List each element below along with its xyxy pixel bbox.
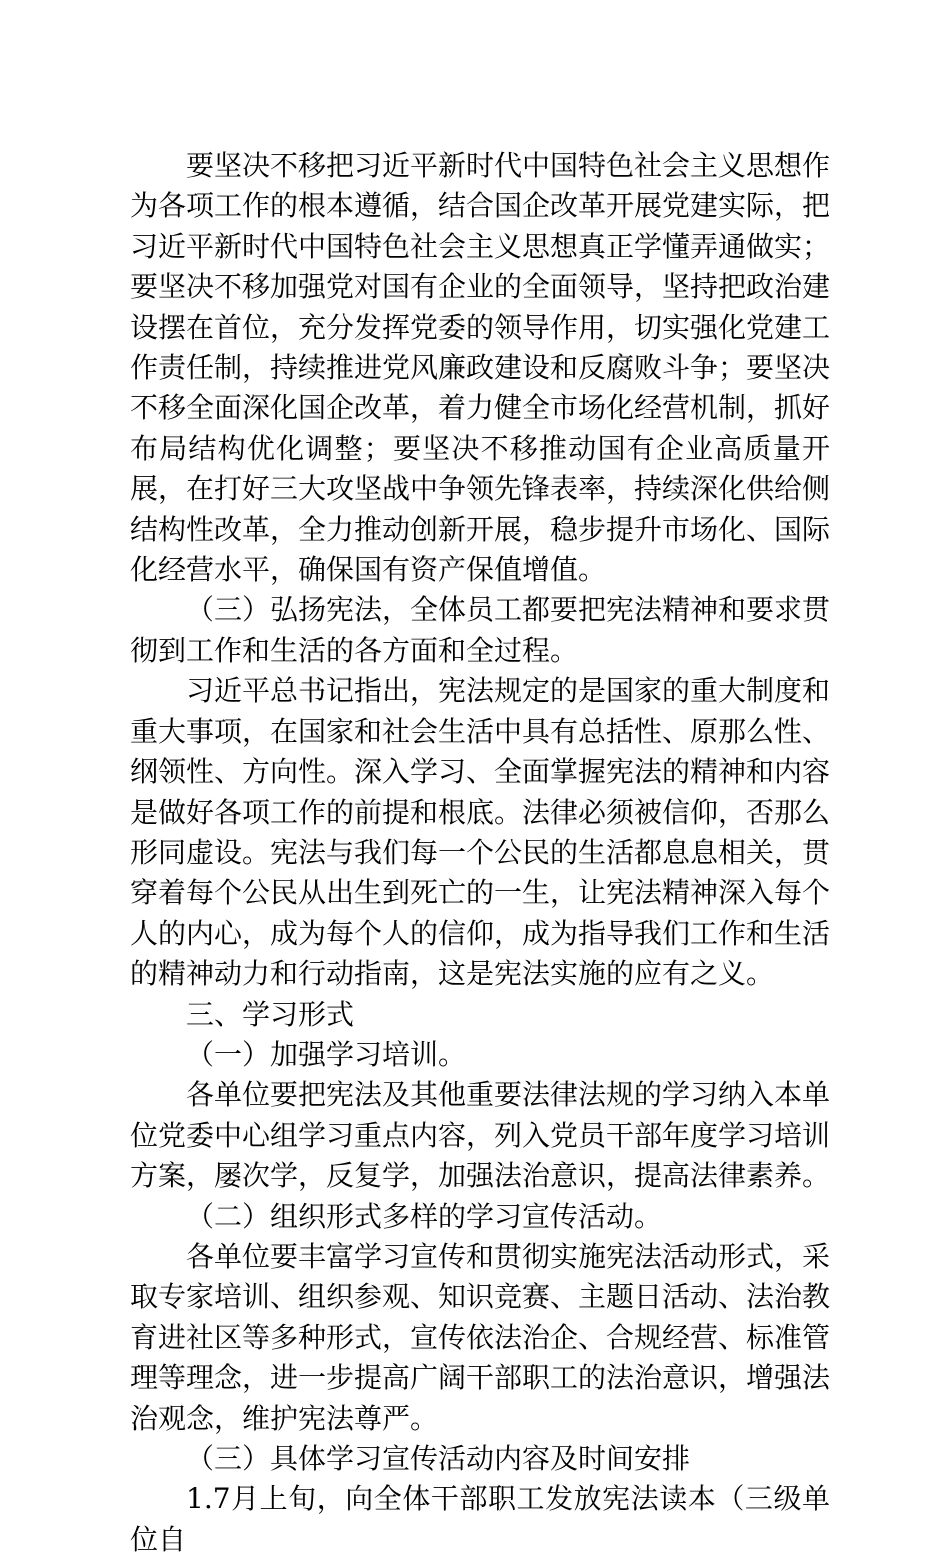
paragraph-constitution-importance: 习近平总书记指出，宪法规定的是国家的重大制度和重大事项，在国家和社会生活中具有总括性、原那么性、纲领性、方向性。深入学习、全面掌握宪法的精神和内容是做好各项工作的前提和根底。法律必须被信仰，否那么形同虚设。宪法与我们每一个公民的生活都息息相关，贯穿着每个公民从出生到死亡的一生，让宪法精神深入每个人的内心，成为每个人的信仰，成为指导我们工作和生活的精神动力和行动指南，这是宪法实施的应有之义。 xyxy=(130,674,831,991)
subheading-strengthen-training: （一）加强学习培训。 xyxy=(186,1037,467,1071)
paragraph-activity-forms: 各单位要丰富学习宣传和贯彻实施宪法活动形式，采取专家培训、组织参观、知识竞赛、主题日活动、法治教育进社区等多种形式，宣传依法治企、合规经营、标准管理等理念，进一步提高广阔干部职工的法治意识，增强法治观念，维护宪法尊严。 xyxy=(130,1239,831,1435)
paragraph-training-content: 各单位要把宪法及其他重要法律法规的学习纳入本单位党委中心组学习重点内容，列入党员干部年度学习培训方案，屡次学，反复学，加强法治意识，提高法律素养。 xyxy=(130,1078,831,1193)
paragraph-promote-constitution: （三）弘扬宪法，全体员工都要把宪法精神和要求贯彻到工作和生活的各方面和全过程。 xyxy=(130,593,831,667)
section-heading-study-forms: 三、学习形式 xyxy=(186,997,355,1031)
paragraph-schedule-item-1: 1.7月上旬，向全体干部职工发放宪法读本（三级单位自 xyxy=(130,1482,830,1556)
subheading-activity-schedule: （三）具体学习宣传活动内容及时间安排 xyxy=(186,1442,691,1475)
document-body xyxy=(130,146,830,1560)
paragraph-party-building: 要坚决不移把习近平新时代中国特色社会主义思想作为各项工作的根本遵循，结合国企改革开展党建实际，把习近平新时代中国特色社会主义思想真正学懂弄通做实；要坚决不移加强党对国有企业的全面领导，坚持把政治建设摆在首位，充分发挥党委的领导作用，切实强化党建工作责任制，持续推进党风廉政建设和反腐败斗争；要坚决不移全面深化国企改革，着力健全市场化经营机制，抓好布局结构优化调整；要坚决不移推动国有企业高质量开展，在打好三大攻坚战中争领先锋表率，持续深化供给侧结构性改革，全力推动创新开展，稳步提升市场化、国际化经营水平，确保国有资产保值增值。 xyxy=(130,149,831,587)
subheading-diverse-activities: （二）组织形式多样的学习宣传活动。 xyxy=(186,1199,663,1233)
